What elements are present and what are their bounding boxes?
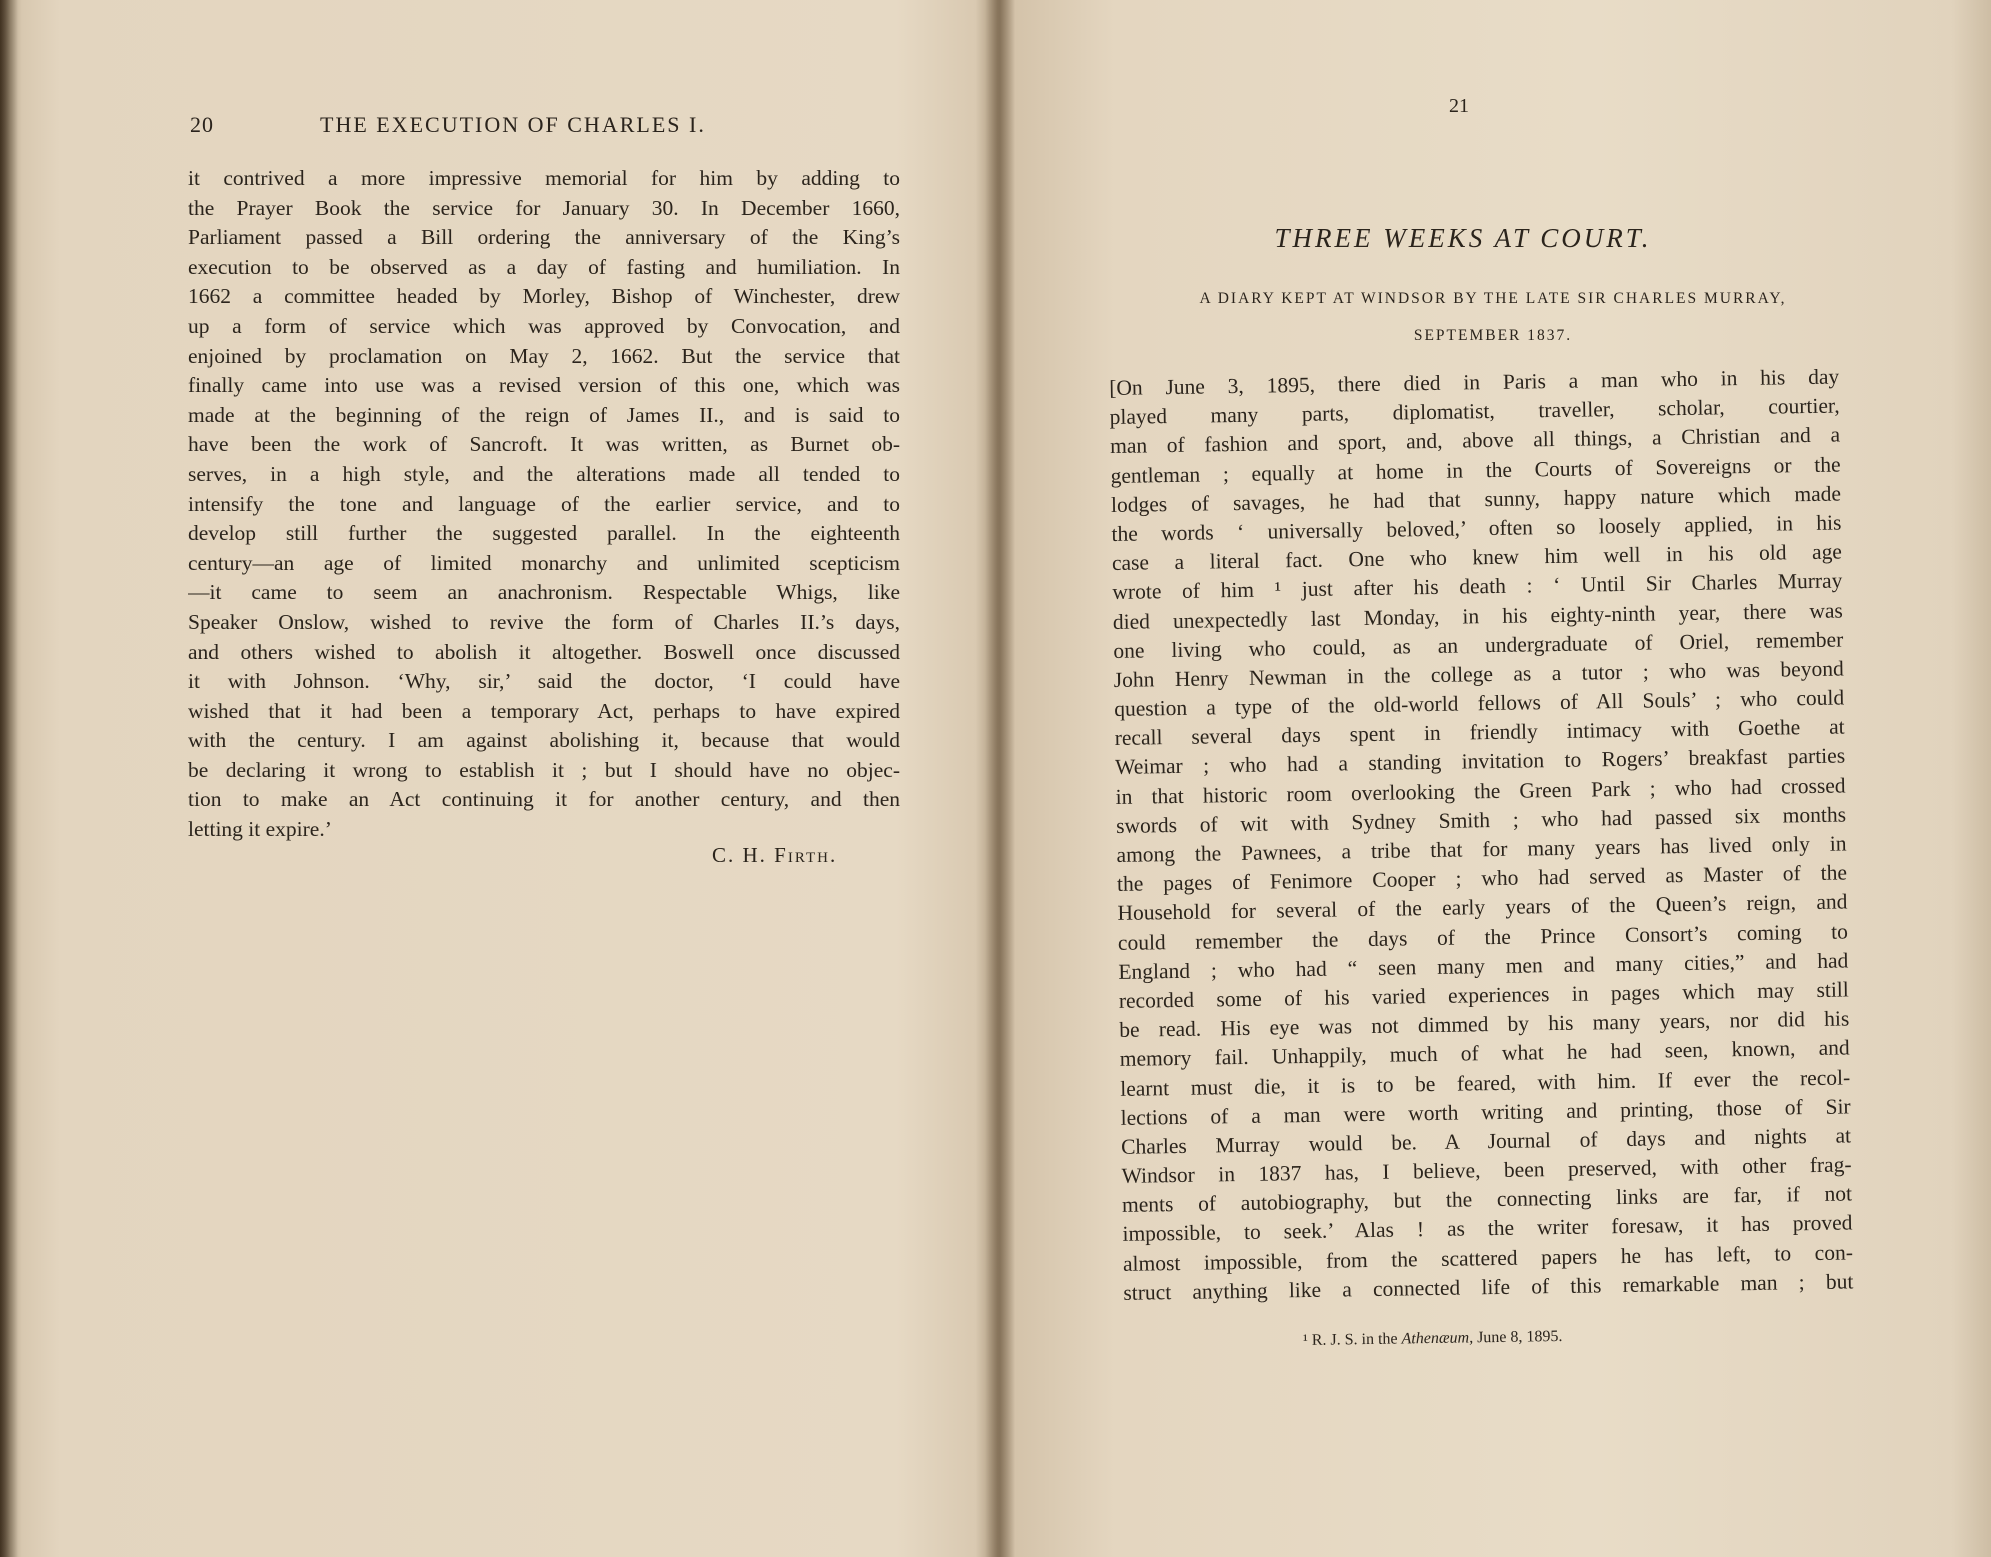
text-line: Parliament passed a Bill ordering the anniversary of the King’s bbox=[188, 225, 900, 250]
text-line: in that historic room overlooking the Green Park ; who had crossed bbox=[1115, 773, 1846, 809]
text-line: enjoined by proclamation on May 2, 1662. But the service that bbox=[188, 343, 900, 368]
text-line: execution to be observed as a day of fasting and humiliation. In bbox=[188, 254, 900, 279]
text-line: almost impossible, from the scattered papers he has left, to con- bbox=[1122, 1240, 1854, 1276]
text-line: swords of wit with Sydney Smith ; who had passed six months bbox=[1115, 802, 1847, 838]
text-line: Speaker Onslow, wished to revive the form of Charles II.’s days, bbox=[188, 609, 900, 634]
text-line: with the century. I am against abolishing it, because that would bbox=[188, 728, 900, 753]
text-line: up a form of service which was approved by Convocation, and bbox=[188, 313, 900, 338]
text-line: played many parts, diplomatist, traveller, scholar, courtier, bbox=[1109, 393, 1840, 430]
text-line: the Prayer Book the service for January 30. In December 1660, bbox=[188, 195, 900, 220]
text-line: man of fashion and sport, and, above all things, a Christian and a bbox=[1109, 422, 1841, 459]
article-date: SEPTEMBER 1837. bbox=[1413, 327, 1573, 344]
text-line: died unexpectedly last Monday, in his eighty-ninth year, there was bbox=[1112, 598, 1843, 634]
article-subtitle: A DIARY KEPT AT WINDSOR BY THE LATE SIR CHARLES MURRAY, bbox=[1199, 290, 1787, 307]
text-line: it contrived a more impressive memorial for him by adding to bbox=[188, 166, 900, 190]
text-line: one living who could, as an undergraduate of Oriel, remember bbox=[1113, 627, 1844, 663]
text-line: serves, in a high style, and the alterations made all tended to bbox=[188, 461, 900, 486]
text-line: gentleman ; equally at home in the Courts of Sovereigns or the bbox=[1110, 452, 1841, 488]
text-line: develop still further the suggested parallel. In the eighteenth bbox=[188, 521, 900, 546]
text-line: impossible, to seek.’ Alas ! as the writer foresaw, it has proved bbox=[1122, 1210, 1853, 1247]
text-line: among the Pawnees, a tribe that for many years has lived only in bbox=[1116, 831, 1847, 867]
footnote bbox=[1303, 1328, 1563, 1350]
text-line: be read. His eye was not dimmed by his many years, nor did his bbox=[1119, 1006, 1850, 1043]
right-page-number: 21 bbox=[1449, 95, 1469, 117]
text-line: John Henry Newman in the college as a tutor ; who was beyond bbox=[1113, 656, 1844, 692]
text-line: [On June 3, 1895, there died in Paris a man who in his day bbox=[1109, 364, 1840, 400]
text-line: it with Johnson. ‘Why, sir,’ said the doctor, ‘I could have bbox=[188, 669, 900, 694]
left-page-number: 20 bbox=[190, 112, 214, 137]
right-page bbox=[1003, 0, 1991, 1557]
text-line: the words ‘ universally beloved,’ often so loosely applied, in his bbox=[1111, 510, 1842, 546]
text-line: ments of autobiography, but the connecting links are far, if not bbox=[1121, 1181, 1853, 1218]
text-line: have been the work of Sancroft. It was written, as Burnet ob- bbox=[188, 432, 900, 457]
text-line: —it came to seem an anachronism. Respectable Whigs, like bbox=[188, 580, 900, 605]
author-signature: C. H. Firth. bbox=[712, 843, 838, 867]
text-line: finally came into use was a revised version of this one, which was bbox=[188, 373, 900, 398]
text-line: and others wished to abolish it altogether. Boswell once discussed bbox=[188, 639, 900, 664]
text-line: made at the beginning of the reign of James II., and is said to bbox=[188, 402, 900, 427]
text-line: recorded some of his varied experiences in pages which may still bbox=[1118, 977, 1849, 1013]
text-line: question a type of the old-world fellows of All Souls’ ; who could bbox=[1114, 685, 1845, 722]
footnote-date: June 8, 1895. bbox=[1472, 1327, 1563, 1347]
text-line: lections of a man were worth writing and printing, those of Sir bbox=[1120, 1094, 1851, 1130]
text-line: letting it expire.’ bbox=[188, 817, 332, 842]
text-line: Weimar ; who had a standing invitation to Rogers’ breakfast parties bbox=[1114, 743, 1846, 780]
left-body-text bbox=[188, 164, 900, 845]
text-line: intensify the tone and language of the earlier service, and to bbox=[188, 491, 900, 516]
article-title: THREE WEEKS AT COURT. bbox=[1274, 223, 1652, 253]
text-line: Charles Murray would be. A Journal of days and nights at bbox=[1120, 1123, 1852, 1159]
text-line: recall several days spent in friendly intimacy with Goethe at bbox=[1114, 714, 1845, 751]
text-line: Windsor in 1837 has, I believe, been preserved, with other frag- bbox=[1121, 1152, 1852, 1188]
text-line: 1662 a committee headed by Morley, Bishop of Winchester, drew bbox=[188, 284, 900, 309]
text-line: memory fail. Unhappily, much of what he had seen, known, and bbox=[1119, 1035, 1850, 1072]
text-line: Household for several of the early years of the Queen’s reign, and bbox=[1117, 889, 1848, 926]
text-line: wished that it had been a temporary Act, perhaps to have expired bbox=[188, 698, 900, 723]
text-line: lodges of savages, he had that sunny, happy nature which made bbox=[1110, 481, 1842, 517]
text-line: be declaring it wrong to establish it ; but I should have no objec- bbox=[188, 757, 900, 782]
text-line: could remember the days of the Prince Consort’s coming to bbox=[1117, 919, 1849, 955]
left-running-head bbox=[190, 112, 900, 138]
text-line: learnt must die, it is to be feared, with him. If ever the recol- bbox=[1120, 1064, 1851, 1101]
left-running-title: THE EXECUTION OF CHARLES I. bbox=[320, 112, 706, 137]
footnote-journal: Athenæum, bbox=[1401, 1329, 1474, 1348]
text-line: England ; who had “ seen many men and many cities,” and had bbox=[1118, 948, 1849, 984]
footnote-prefix: ¹ R. J. S. in the bbox=[1302, 1330, 1402, 1350]
text-line: case a literal fact. One who knew him well in his old age bbox=[1111, 539, 1843, 576]
text-line: tion to make an Act continuing it for another century, and then bbox=[188, 787, 900, 812]
right-body-text bbox=[1109, 363, 1854, 1308]
text-line: struct anything like a connected life of this remarkable man ; but bbox=[1123, 1269, 1854, 1305]
text-line: the pages of Fenimore Cooper ; who had served as Master of the bbox=[1116, 860, 1848, 897]
text-line: century—an age of limited monarchy and unlimited scepticism bbox=[188, 550, 900, 575]
text-line: wrote of him ¹ just after his death : ‘ Until Sir Charles Murray bbox=[1112, 568, 1843, 605]
